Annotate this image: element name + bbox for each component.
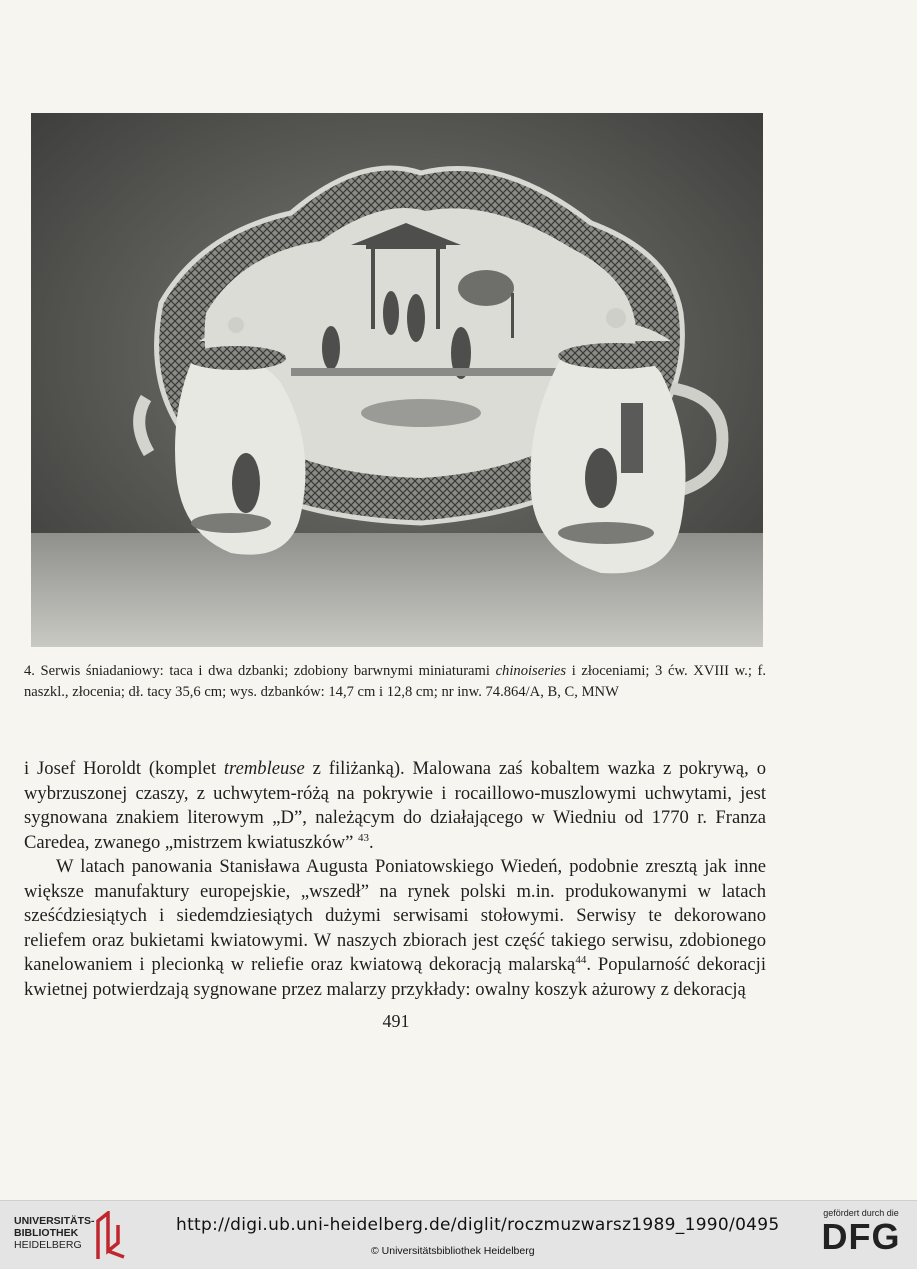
footnote-ref-44: 44 <box>575 953 587 966</box>
copyright-notice: © Universitätsbibliothek Heidelberg <box>371 1245 535 1257</box>
p1-italic: trembleuse <box>223 758 305 779</box>
paragraph-2 <box>24 855 766 1002</box>
p1-text-a: i Josef Horoldt (komplet <box>24 758 224 779</box>
p2-text-a: W latach panowania Stanisława Augusta Poniatowskiego Wiedeń, podobnie zresztą jak inne większe manufaktury europejskie, „wszedł” na rynek polski m.in. produkowanymi w latach sześćdziesiątych i siedemdziesiątych dużymi serwisami stołowymi. Serwisy te dekorowano reliefem oraz bukietami kwiatowymi. W naszych zbiorach jest część takiego serwisu, zdobionego kanelowaniem i plecionką w reliefie oraz kwiatową dekoracją malarską <box>24 856 766 975</box>
p1-end: . <box>369 831 374 853</box>
p1-text-b: z filiżanką). Malowana zaś kobaltem wazka z pokrywą, o wybrzuszonej czaszy, z uchwytem-różą na pokrywie i rocaillowo-muszlowymi uchwytami, jest sygnowana znakiem literowym „D”, należącym do działającego w Wiedniu od 1770 r. Franza Caredea, zwanego „mistrzem kwiatuszków” <box>24 758 766 853</box>
porcelain-photo <box>31 113 763 647</box>
caption-lead: 4. Serwis śniadaniowy: taca i dwa dzbanki; zdobiony barwnymi miniaturami <box>24 663 496 679</box>
p2-text-b: . Popularność dekoracji kwietnej potwierdzają sygnowane przez malarzy przykłady: owalny koszyk ażurowy z dekoracją <box>24 954 766 1000</box>
page-number: 491 <box>382 1011 410 1031</box>
paragraph-1 <box>24 757 766 855</box>
dfg-logo[interactable] <box>814 1208 908 1260</box>
dfg-mark: DFG <box>821 1216 901 1257</box>
ub-heidelberg-logo[interactable] <box>14 1211 134 1261</box>
ub-line-1: UNIVERSITÄTS- <box>14 1215 95 1227</box>
body-text <box>24 757 766 1002</box>
ub-mark-icon <box>94 1211 128 1261</box>
figure-caption <box>24 661 766 703</box>
ub-line-2: BIBLIOTHEK <box>14 1227 79 1239</box>
ub-line-3: HEIDELBERG <box>14 1239 82 1251</box>
ub-logo-text <box>14 1215 95 1251</box>
caption-tail: i złoceniami; 3 ćw. XVIII w.; f. naszkl., złocenia; dł. tacy 35,6 cm; wys. dzbanków: 14,7 cm i 12,8 cm; nr inw. 74.864/A, B, C, MNW <box>24 663 766 700</box>
dfg-label: gefördert durch die <box>823 1208 899 1218</box>
permalink-url[interactable]: http://digi.ub.uni-heidelberg.de/diglit/roczmuzwarsz1989_1990/0495 <box>176 1215 780 1235</box>
porcelain-illustration <box>31 113 763 647</box>
footer-bar <box>0 1200 917 1269</box>
footnote-ref-43: 43 <box>358 831 370 844</box>
caption-italic: chinoiseries <box>495 663 567 679</box>
